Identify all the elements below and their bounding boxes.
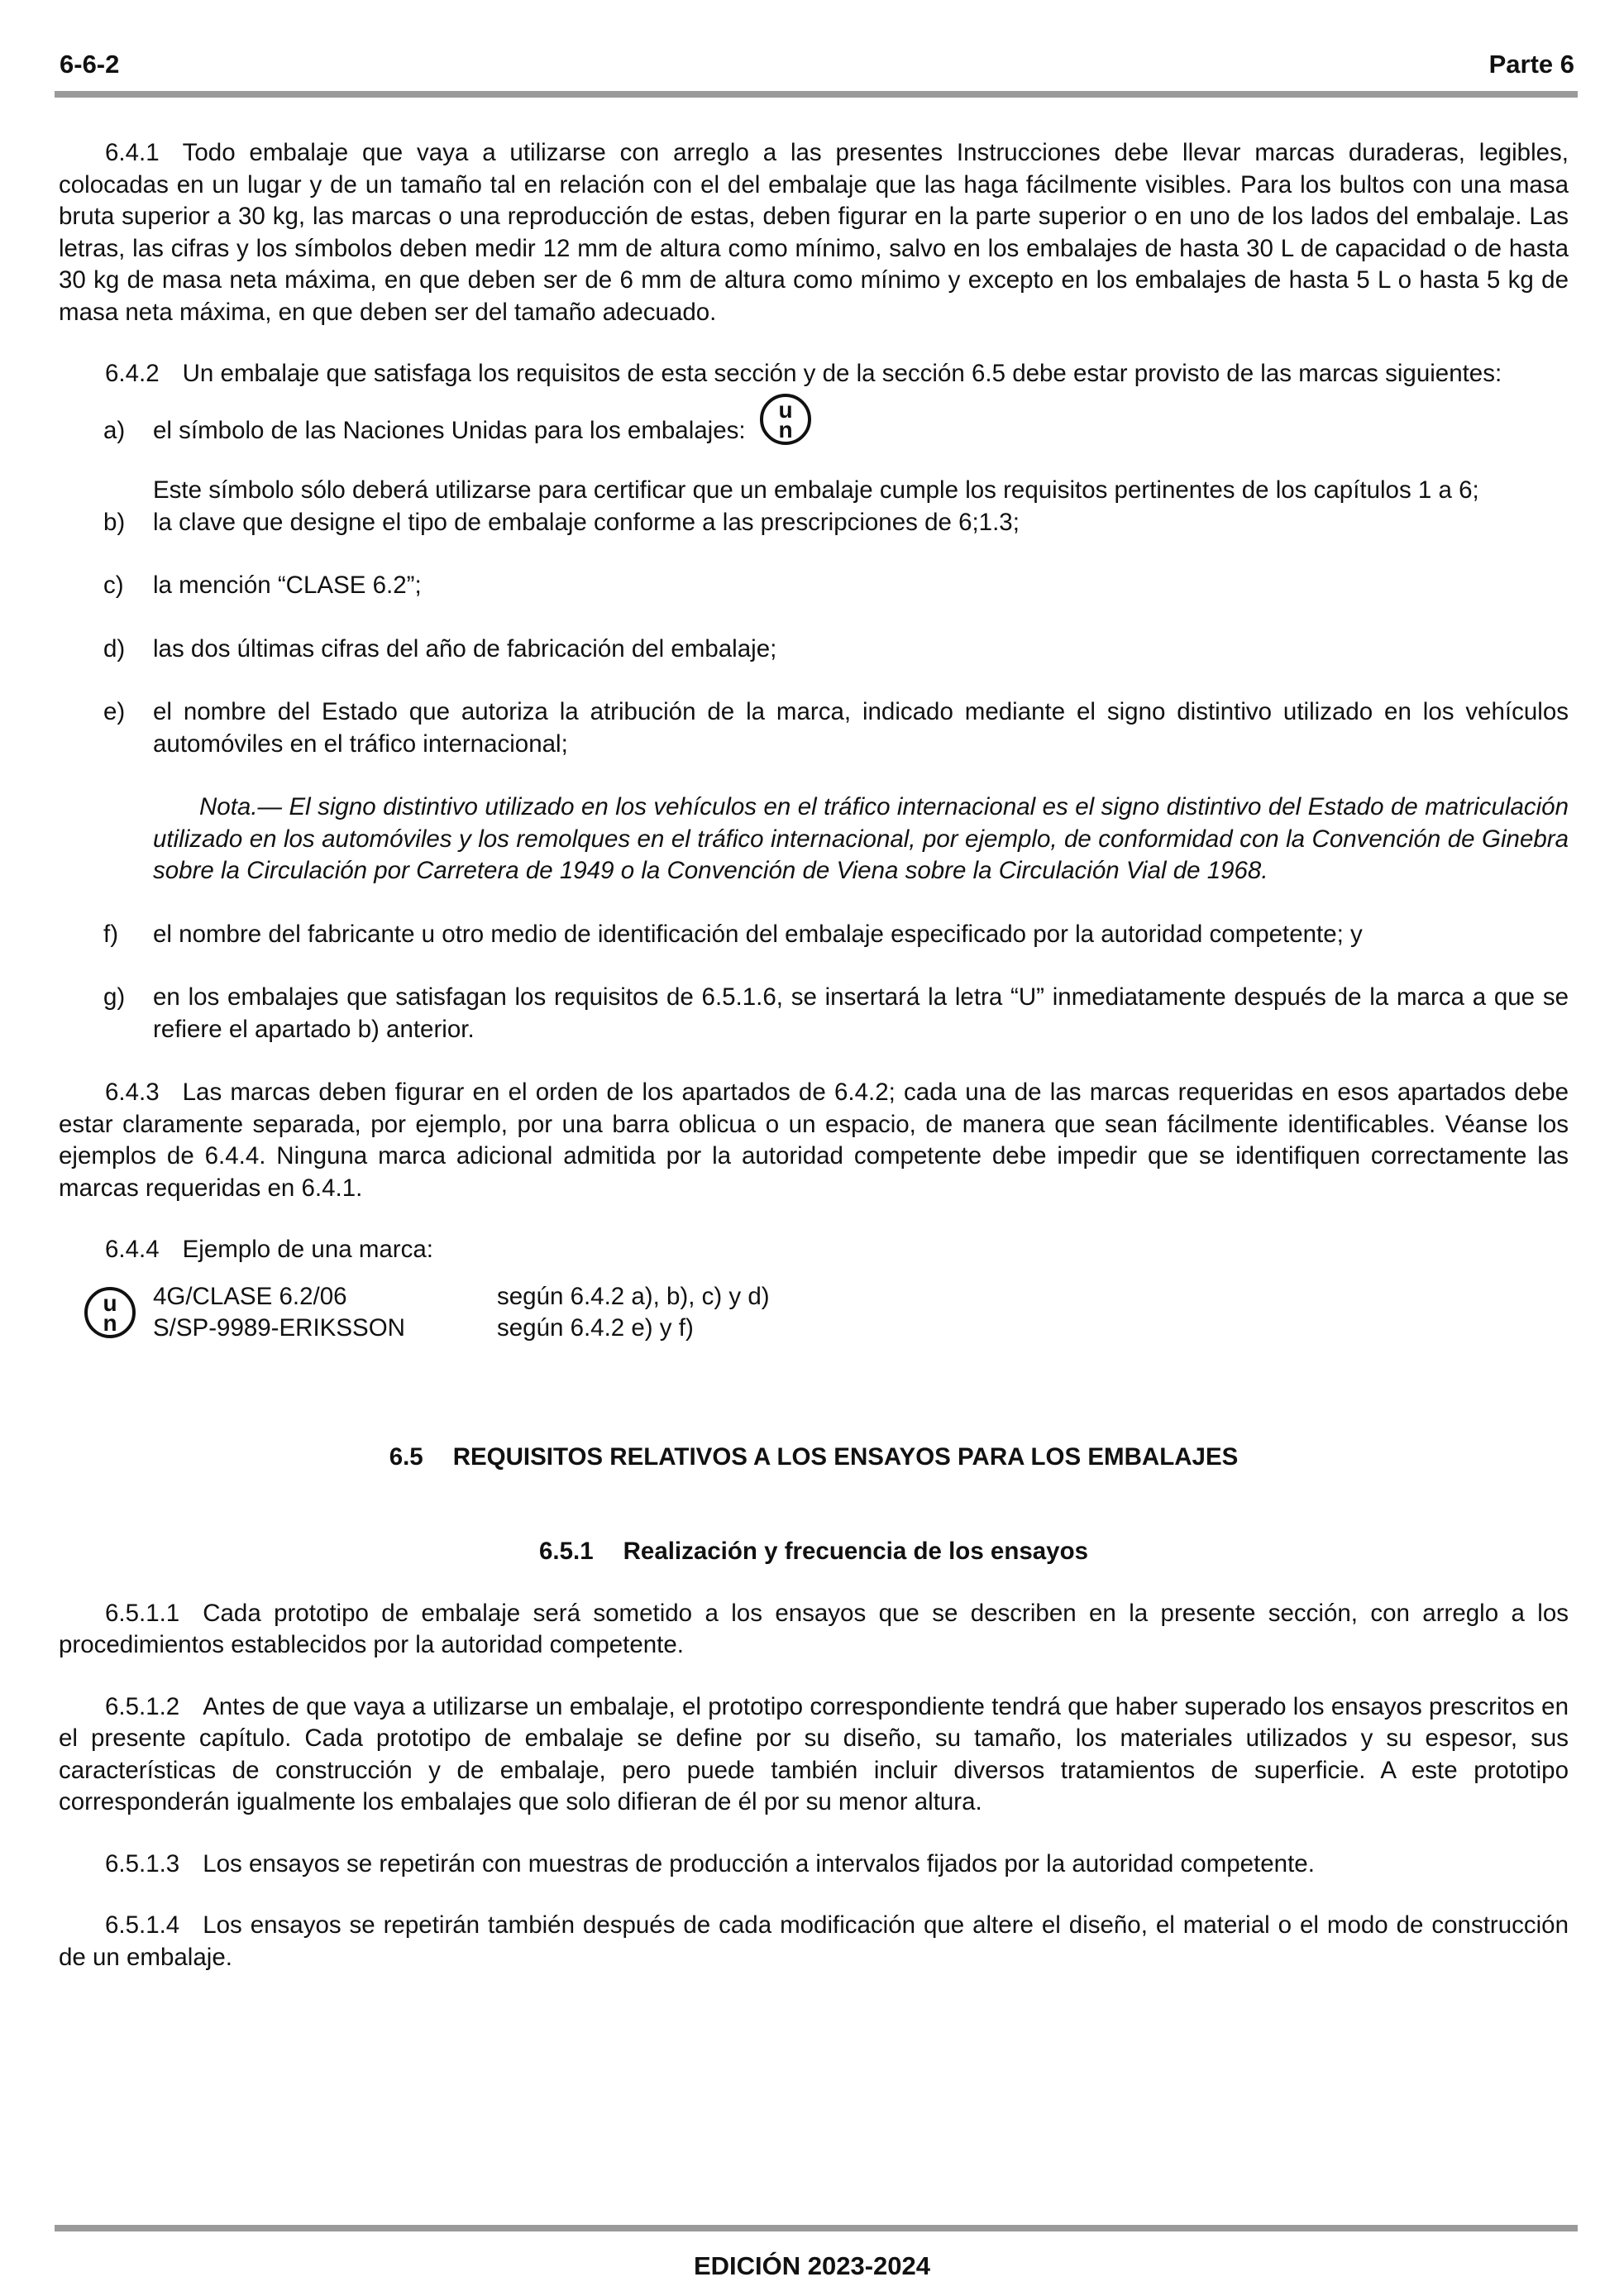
paragraph-6-5-1-1	[59, 1598, 1569, 1662]
section-title: REQUISITOS RELATIVOS A LOS ENSAYOS PARA LOS EMBALAJES	[452, 1442, 1239, 1471]
header-rule	[55, 91, 1578, 98]
list-item-text: el símbolo de las Naciones Unidas para los embalajes:	[153, 416, 746, 444]
svg-text:n: n	[103, 1309, 117, 1336]
paragraph-text: Los ensayos se repetirán también después de cada modificación que altere el diseño, el material o el modo de construcción de un embalaje.	[59, 1911, 1569, 1971]
list-marker: d)	[103, 634, 126, 662]
un-packaging-symbol-icon	[84, 1286, 136, 1339]
list-marker: e)	[103, 698, 126, 725]
list-item-text: la mención “CLASE 6.2”;	[153, 572, 422, 599]
paragraph-text: Todo embalaje que vaya a utilizarse con arreglo a las presentes Instrucciones debe llevar marcas duraderas, legibles, colocadas en un lugar y de un tamaño tal en relación con el del embalaje que las haga fácilmente visibles. Para los bultos con una masa bruta superior a 30 kg, las marcas o una reproducción de estas, deben figurar en la parte superior o en uno de los lados del embalaje. Las letras, las cifras y los símbolos deben medir 12 mm de altura como mínimo, salvo en los embalajes de hasta 30 L de capacidad o de hasta 30 kg de masa neta máxima, en que deben ser de 6 mm de altura como mínimo y excepto en los embalajes de hasta 5 L o hasta 5 kg de masa neta máxima, en que deben ser del tamaño adecuado.	[59, 139, 1569, 326]
list-item-text: el nombre del Estado que autoriza la atribución de la marca, indicado mediante el signo distintivo utilizado en los vehículos automóviles en el tráfico internacional;	[153, 698, 1569, 758]
section-number: 6.4.2	[105, 360, 160, 387]
paragraph-6-4-2	[59, 358, 1569, 390]
list-marker: g)	[103, 983, 126, 1011]
section-number: 6.5.1.1	[105, 1599, 180, 1627]
edition-label: EDICIÓN 2023-2024	[693, 2251, 931, 2280]
list-item-text: la clave que designe el tipo de embalaje conforme a las prescripciones de 6;1.3;	[153, 508, 1020, 536]
paragraph-6-5-1-2	[59, 1691, 1569, 1819]
page-number: 6-6-2	[60, 50, 120, 79]
section-heading-6-5	[59, 1442, 1569, 1474]
list-marker: b)	[103, 508, 126, 536]
marking-reference: según 6.4.2 e) y f)	[497, 1313, 694, 1342]
paragraph-text: Un embalaje que satisfaga los requisitos de esta sección y de la sección 6.5 debe estar provisto de las marcas siguientes:	[182, 360, 1502, 387]
list-item-b	[59, 507, 1569, 539]
section-number: 6.5.1.4	[105, 1911, 180, 1939]
page-header	[55, 50, 1578, 83]
list-item-c	[59, 570, 1569, 602]
list-item-text: las dos últimas cifras del año de fabricación del embalaje;	[153, 634, 777, 662]
list-item-text: en los embalajes que satisfagan los requisitos de 6.5.1.6, se insertará la letra “U” inmediatamente después de la marca a que se refiere el apartado b) anterior.	[153, 983, 1569, 1043]
list-item-g	[59, 982, 1569, 1045]
list-item-subtext: Este símbolo sólo deberá utilizarse para certificar que un embalaje cumple los requisitos pertinentes de los capítulos 1 a 6;	[153, 476, 1479, 504]
paragraph-6-4-1	[59, 137, 1569, 328]
list-item-a	[59, 396, 1569, 507]
list-item-text: el nombre del fabricante u otro medio de identificación del embalaje especificado por la autoridad competente; y	[153, 920, 1363, 948]
list-item-d	[59, 634, 1569, 666]
section-number: 6.4.3	[105, 1079, 160, 1106]
paragraph-6-4-3	[59, 1077, 1569, 1204]
list-marker: a)	[103, 416, 126, 444]
svg-text:n: n	[778, 416, 793, 442]
footer-rule	[55, 2225, 1578, 2231]
un-packaging-symbol-icon	[759, 393, 812, 446]
section-number: 6.5.1.3	[105, 1849, 180, 1877]
svg-text:u: u	[778, 396, 793, 423]
section-number: 6.4.4	[105, 1236, 160, 1263]
paragraph-6-5-1-4	[59, 1910, 1569, 1973]
subsection-title: Realización y frecuencia de los ensayos	[623, 1538, 1088, 1565]
paragraph-text: Cada prototipo de embalaje será sometido a los ensayos que se describen en la presente sección, con arreglo a los procedimientos establecidos por la autoridad competente.	[59, 1599, 1569, 1658]
paragraph-6-4-4	[59, 1234, 1569, 1266]
page-content	[59, 137, 1569, 2003]
svg-text:u: u	[103, 1289, 117, 1316]
page-footer	[0, 2251, 1624, 2281]
note-distinctive-sign: Nota.— El signo distintivo utilizado en los vehículos en el tráfico internacional es el signo distintivo del Estado de matriculación utilizado en los automóviles y los remolques en el tráfico internacional, por ejemplo, de conformidad con la Convención de Ginebra sobre la Circulación por Carretera de 1949 o la Convención de Viena sobre la Circulación Vial de 1968.	[153, 793, 1569, 884]
marking-code: S/SP-9989-ERIKSSON	[153, 1313, 405, 1342]
section-number: 6.4.1	[105, 139, 160, 166]
part-label: Parte 6	[1488, 50, 1574, 79]
paragraph-text: Antes de que vaya a utilizarse un embalaje, el prototipo correspondiente tendrá que haber superado los ensayos prescritos en el presente capítulo. Cada prototipo de embalaje se define por su diseño, su tamaño, los materiales utilizados y su espesor, sus características de construcción y de embalaje, pero puede también incluir diversos tratamientos de superficie. A este prototipo corresponderán igualmente los embalajes que solo difieran de él por su menor altura.	[59, 1692, 1569, 1815]
list-marker: c)	[103, 572, 124, 599]
marking-references	[497, 1281, 770, 1344]
marking-reference: según 6.4.2 a), b), c) y d)	[497, 1282, 770, 1310]
list-item-e	[59, 696, 1569, 760]
marking-codes	[153, 1281, 405, 1344]
marking-example	[59, 1282, 1569, 1362]
list-item-f	[59, 919, 1569, 951]
paragraph-text: Los ensayos se repetirán con muestras de producción a intervalos fijados por la autoridad competente.	[203, 1849, 1315, 1877]
subsection-heading-6-5-1	[59, 1536, 1569, 1568]
marking-code: 4G/CLASE 6.2/06	[153, 1282, 347, 1310]
section-number: 6.5	[389, 1442, 423, 1471]
list-marker: f)	[103, 920, 119, 948]
paragraph-6-5-1-3	[59, 1849, 1569, 1881]
paragraph-text: Las marcas deben figurar en el orden de los apartados de 6.4.2; cada una de las marcas requeridas en esos apartados debe estar claramente separada, por ejemplo, por una barra oblicua o un espacio, de manera que sean fácilmente identificables. Véanse los ejemplos de 6.4.4. Ninguna marca adicional admitida por la autoridad competente debe impedir que se identifiquen correctamente las marcas requeridas en 6.4.1.	[59, 1079, 1569, 1202]
section-number: 6.5.1.2	[105, 1692, 180, 1720]
section-number: 6.5.1	[538, 1538, 594, 1565]
paragraph-text: Ejemplo de una marca:	[182, 1236, 433, 1263]
